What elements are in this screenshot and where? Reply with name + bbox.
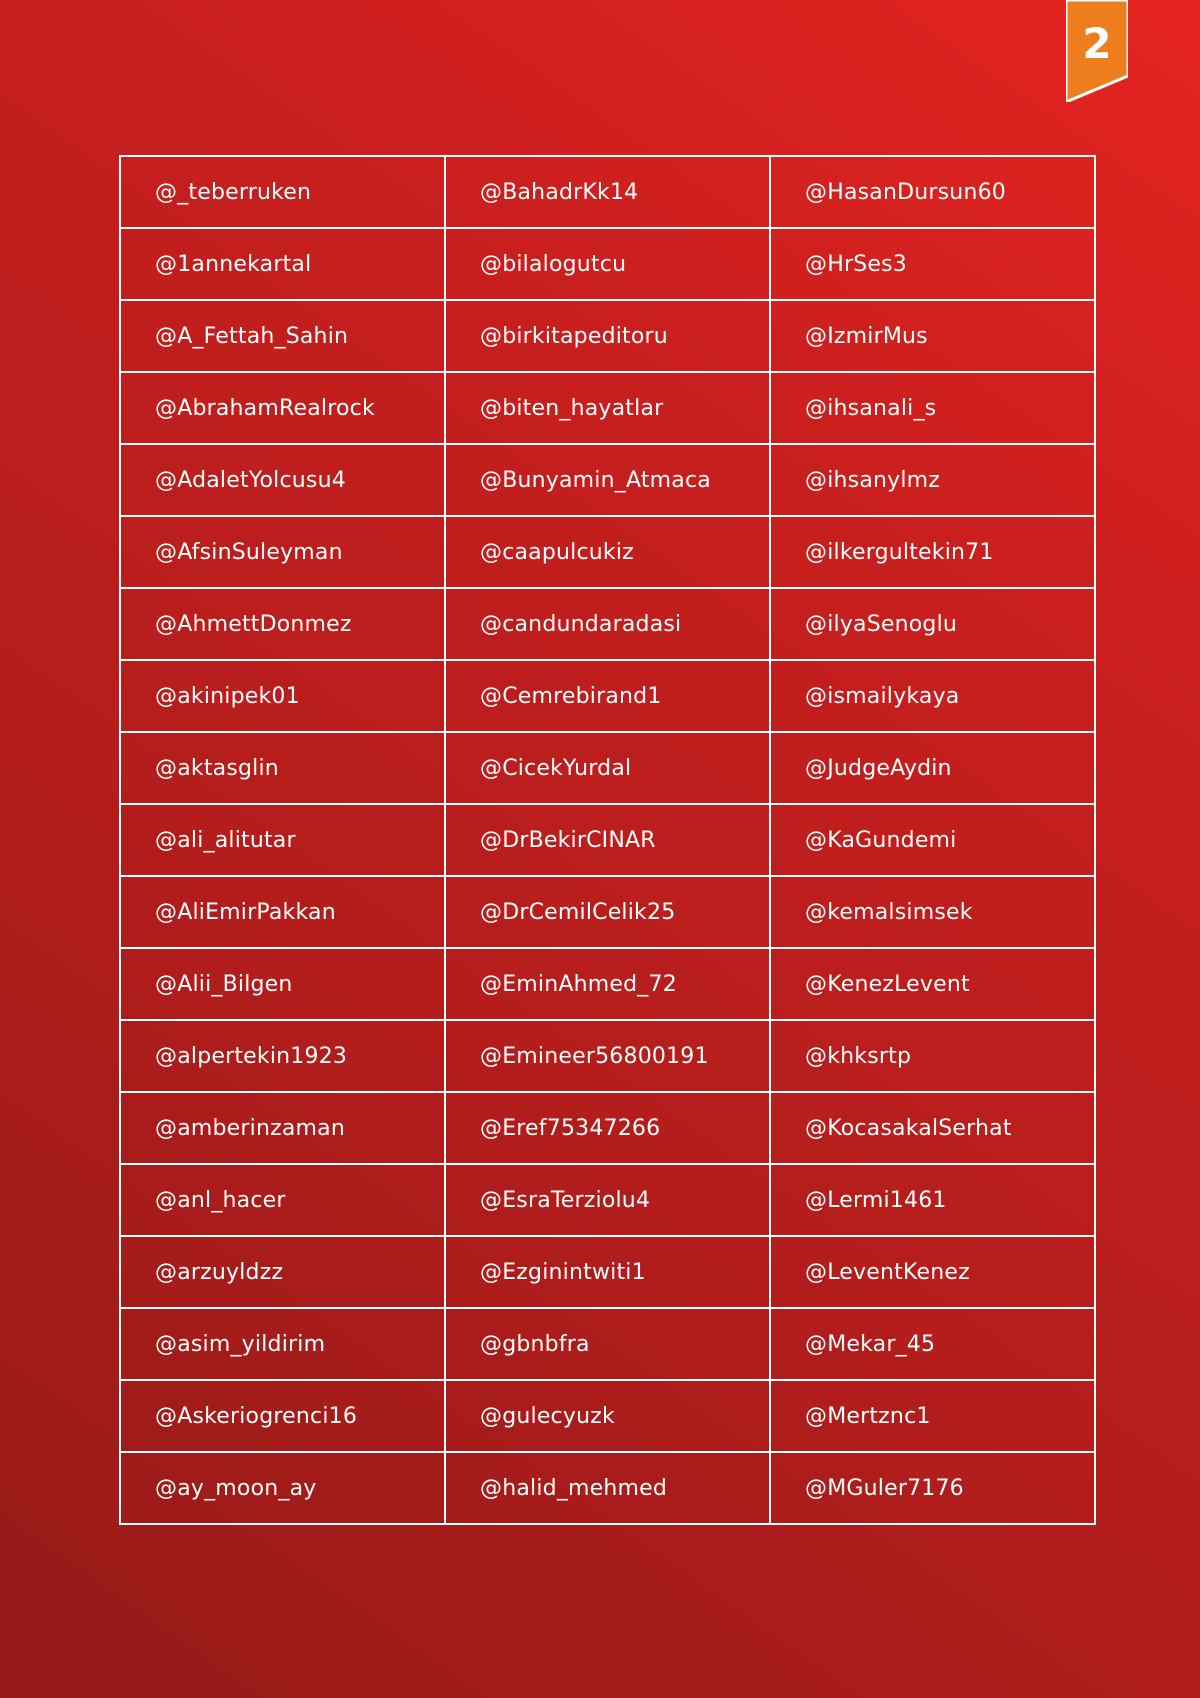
table-row bbox=[120, 156, 1095, 228]
table-cell: @DrBekirCINAR bbox=[445, 804, 770, 876]
table-cell: @akinipek01 bbox=[120, 660, 445, 732]
table-cell: @KocasakalSerhat bbox=[770, 1092, 1095, 1164]
table-row bbox=[120, 372, 1095, 444]
table-cell: @KenezLevent bbox=[770, 948, 1095, 1020]
table-row bbox=[120, 588, 1095, 660]
table-cell: @Ezginintwiti1 bbox=[445, 1236, 770, 1308]
page-number-badge bbox=[1066, 0, 1128, 102]
table-cell: @CicekYurdal bbox=[445, 732, 770, 804]
table-cell: @JudgeAydin bbox=[770, 732, 1095, 804]
table-row bbox=[120, 804, 1095, 876]
table-row bbox=[120, 1380, 1095, 1452]
table-cell: @aktasglin bbox=[120, 732, 445, 804]
table-cell: @ihsanylmz bbox=[770, 444, 1095, 516]
table-cell: @AhmettDonmez bbox=[120, 588, 445, 660]
table-row bbox=[120, 732, 1095, 804]
table-cell: @birkitapeditoru bbox=[445, 300, 770, 372]
table-cell: @asim_yildirim bbox=[120, 1308, 445, 1380]
table-cell: @IzmirMus bbox=[770, 300, 1095, 372]
table-row bbox=[120, 1020, 1095, 1092]
table-cell: @AbrahamRealrock bbox=[120, 372, 445, 444]
table-cell: @ismailykaya bbox=[770, 660, 1095, 732]
table-cell: @caapulcukiz bbox=[445, 516, 770, 588]
table-cell: @BahadrKk14 bbox=[445, 156, 770, 228]
table-cell: @Lermi1461 bbox=[770, 1164, 1095, 1236]
table-row bbox=[120, 1164, 1095, 1236]
table-cell: @Cemrebirand1 bbox=[445, 660, 770, 732]
table-cell: @A_Fettah_Sahin bbox=[120, 300, 445, 372]
table-row bbox=[120, 876, 1095, 948]
table-cell: @candundaradasi bbox=[445, 588, 770, 660]
table-cell: @1annekartal bbox=[120, 228, 445, 300]
table-cell: @halid_mehmed bbox=[445, 1452, 770, 1524]
table-cell: @biten_hayatlar bbox=[445, 372, 770, 444]
table-cell: @HasanDursun60 bbox=[770, 156, 1095, 228]
table-cell: @Eref75347266 bbox=[445, 1092, 770, 1164]
handle-table bbox=[119, 155, 1096, 1525]
table-cell: @alpertekin1923 bbox=[120, 1020, 445, 1092]
table-row bbox=[120, 300, 1095, 372]
table-cell: @Mertznc1 bbox=[770, 1380, 1095, 1452]
table-cell: @khksrtp bbox=[770, 1020, 1095, 1092]
table-cell: @amberinzaman bbox=[120, 1092, 445, 1164]
table-cell: @kemalsimsek bbox=[770, 876, 1095, 948]
table-row bbox=[120, 516, 1095, 588]
table-row bbox=[120, 1092, 1095, 1164]
table-cell: @arzuyldzz bbox=[120, 1236, 445, 1308]
table-cell: @LeventKenez bbox=[770, 1236, 1095, 1308]
table-row bbox=[120, 1308, 1095, 1380]
page-number: 2 bbox=[1082, 19, 1112, 68]
table-cell: @DrCemilCelik25 bbox=[445, 876, 770, 948]
table-cell: @EsraTerziolu4 bbox=[445, 1164, 770, 1236]
table-cell: @AdaletYolcusu4 bbox=[120, 444, 445, 516]
table-cell: @Bunyamin_Atmaca bbox=[445, 444, 770, 516]
table-row bbox=[120, 660, 1095, 732]
table-cell: @Emineer56800191 bbox=[445, 1020, 770, 1092]
table-cell: @ali_alitutar bbox=[120, 804, 445, 876]
table-cell: @MGuler7176 bbox=[770, 1452, 1095, 1524]
table-cell: @anl_hacer bbox=[120, 1164, 445, 1236]
table-cell: @Alii_Bilgen bbox=[120, 948, 445, 1020]
table-row bbox=[120, 1452, 1095, 1524]
table-cell: @gbnbfra bbox=[445, 1308, 770, 1380]
table-cell: @ihsanali_s bbox=[770, 372, 1095, 444]
table-cell: @AliEmirPakkan bbox=[120, 876, 445, 948]
table-cell: @HrSes3 bbox=[770, 228, 1095, 300]
table-cell: @ilkergultekin71 bbox=[770, 516, 1095, 588]
table-cell: @Mekar_45 bbox=[770, 1308, 1095, 1380]
handle-table-body bbox=[120, 156, 1095, 1524]
table-cell: @ilyaSenoglu bbox=[770, 588, 1095, 660]
table-cell: @ay_moon_ay bbox=[120, 1452, 445, 1524]
table-row bbox=[120, 444, 1095, 516]
table-cell: @gulecyuzk bbox=[445, 1380, 770, 1452]
table-cell: @_teberruken bbox=[120, 156, 445, 228]
table-cell: @bilalogutcu bbox=[445, 228, 770, 300]
table-row bbox=[120, 228, 1095, 300]
table-cell: @KaGundemi bbox=[770, 804, 1095, 876]
table-row bbox=[120, 1236, 1095, 1308]
table-cell: @EminAhmed_72 bbox=[445, 948, 770, 1020]
table-cell: @AfsinSuleyman bbox=[120, 516, 445, 588]
table-cell: @Askeriogrenci16 bbox=[120, 1380, 445, 1452]
table-row bbox=[120, 948, 1095, 1020]
